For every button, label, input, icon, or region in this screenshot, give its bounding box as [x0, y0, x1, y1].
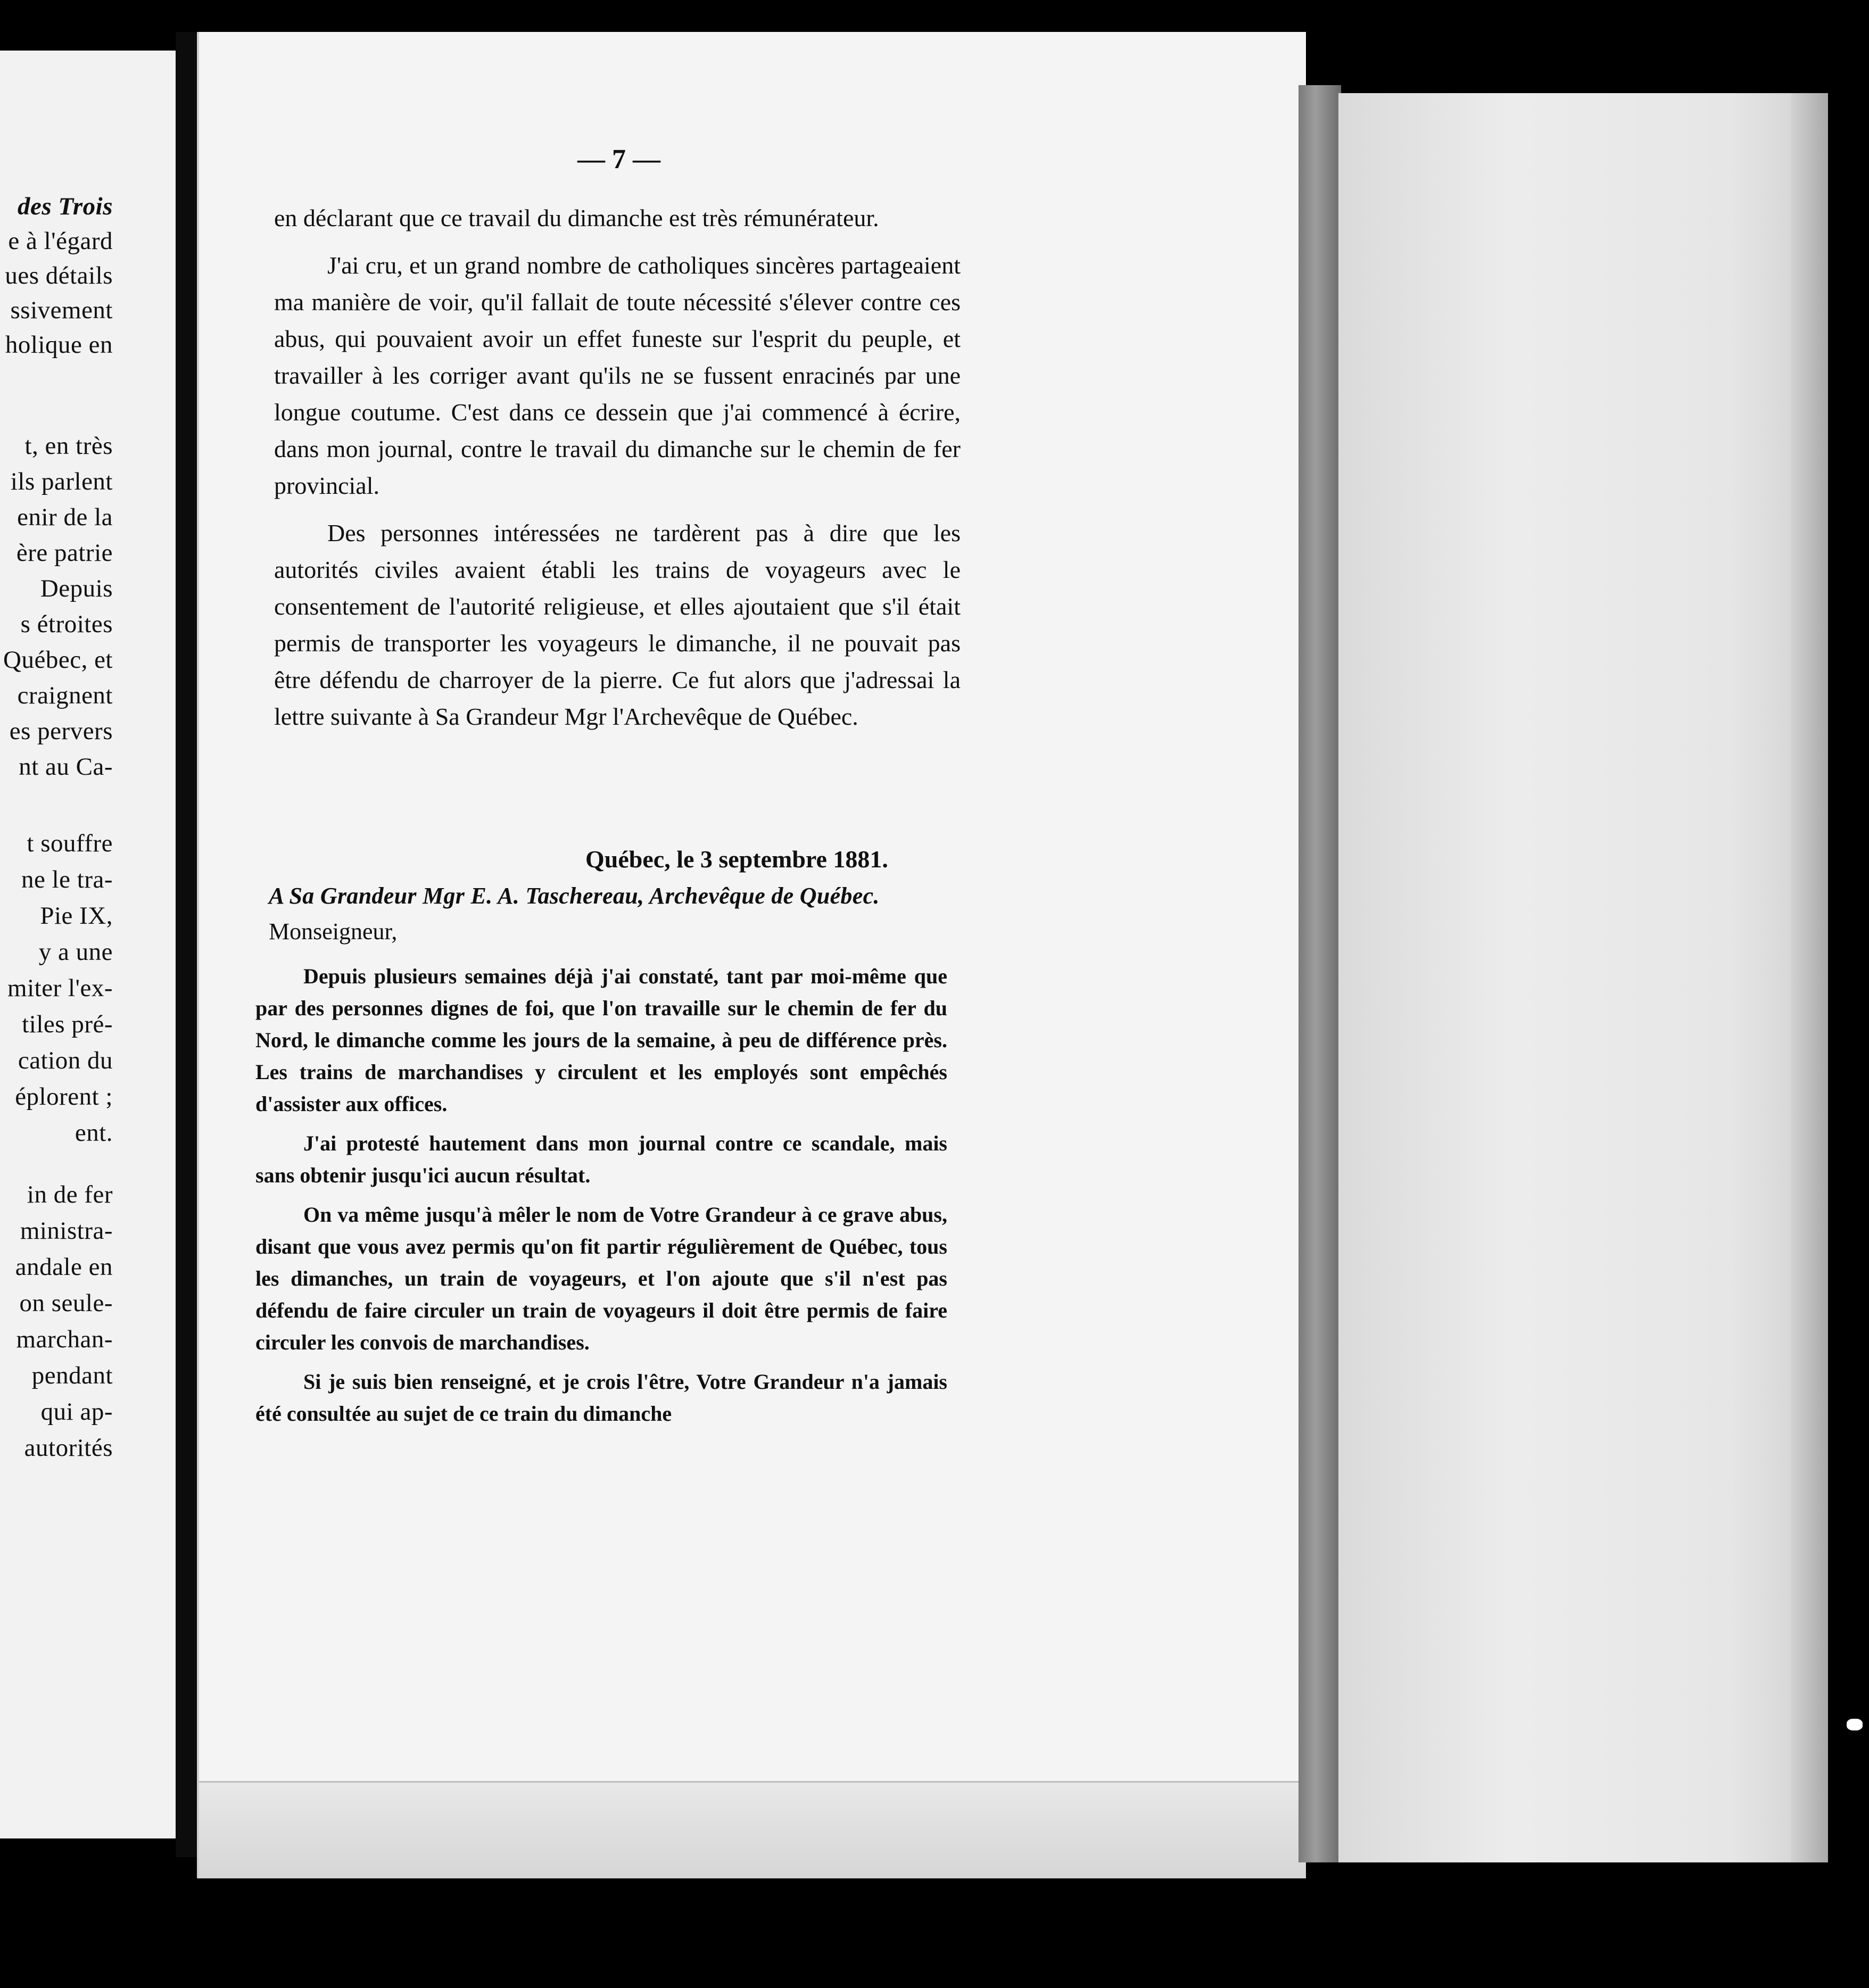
left-page-line: enir de la	[17, 503, 113, 531]
left-page-line: autorités	[24, 1434, 113, 1462]
left-page-line: andale en	[15, 1253, 113, 1281]
left-page-line: in de fer	[27, 1181, 113, 1208]
left-page-line: éplorent ;	[15, 1083, 113, 1111]
letter-dateline: Québec, le 3 septembre 1881.	[585, 846, 888, 873]
page-bottom-fold	[199, 1781, 1306, 1878]
left-page-line: ues détails	[5, 262, 113, 289]
letter-address: A Sa Grandeur Mgr E. A. Taschereau, Archevêque de Québec.	[269, 883, 880, 909]
left-page-line: craignent	[17, 682, 113, 709]
left-page-line: es pervers	[9, 717, 113, 745]
left-page-line: des Trois	[17, 193, 113, 220]
letter-paragraph: J'ai protesté hautement dans mon journal contre ce scandale, mais sans obtenir jusqu'ici aucun résultat.	[255, 1131, 947, 1187]
left-page-line: nt au Ca-	[19, 753, 113, 781]
left-page-line: on seule-	[19, 1289, 113, 1317]
left-page-line: tiles pré-	[22, 1010, 113, 1038]
left-page-line: holique en	[5, 331, 113, 359]
page-number: — 7 —	[577, 144, 660, 175]
left-page-line: s étroites	[20, 610, 113, 638]
left-page-line: ent.	[75, 1119, 113, 1147]
paragraph: Des personnes intéressées ne tardèrent pas à dire que les autorités civiles avaient établi les trains de voyageurs avec le consentement de l'autorité religieuse, et elles ajoutaient que s'il était permis de transporter les voyageurs le dimanche, il ne pouvait pas être défendu de charroyer de la pierre. Ce fut alors que j'adressai la lettre suivante à Sa Grandeur Mgr l'Archevêque de Québec.	[274, 519, 961, 730]
left-page-line: cation du	[18, 1047, 113, 1074]
left-page-line: Pie IX,	[40, 902, 113, 930]
left-page-line: Depuis	[40, 575, 113, 602]
letter-paragraph: Depuis plusieurs semaines déjà j'ai constaté, tant par moi-même que par des personnes dignes de foi, que l'on travaille sur le chemin de fer du Nord, le dimanche comme les jours de la semaine, à peu de différence près. Les trains de marchandises y circulent et les employés sont empêchés d'assister aux offices.	[255, 964, 947, 1116]
left-page-line: pendant	[31, 1362, 113, 1389]
paragraph: J'ai cru, et un grand nombre de catholiques sincères partageaient ma manière de voir, qu'il fallait de toute nécessité s'élever contre ces abus, qui pouvaient avoir un effet funeste sur l'esprit du peuple, et travailler à les corriger avant qu'ils ne se fussent enracinés par une longue coutume. C'est dans ce dessein que j'ai commencé à écrire, dans mon journal, contre le travail du dimanche sur le chemin de fer provincial.	[274, 252, 961, 499]
page-stack-edge	[1299, 85, 1341, 1862]
left-page-line: ssivement	[10, 296, 113, 324]
left-page-line: ne le tra-	[21, 866, 113, 893]
letter-paragraph: On va même jusqu'à mêler le nom de Votre Grandeur à ce grave abus, disant que vous avez permis qu'on fit partir régulièrement de Québec, tous les dimanches, un train de voyageurs, et l'on ajoute que s'il n'est pas défendu de faire circuler un train de voyageurs il doit être permis de faire circuler les convois de marchandises.	[255, 1203, 947, 1354]
left-page-line: e à l'égard	[8, 227, 113, 255]
left-facing-page	[0, 51, 179, 1838]
next-leaf	[1338, 93, 1828, 1862]
letter-body	[255, 960, 947, 1437]
scan-speck	[1847, 1719, 1863, 1730]
left-page-line: t souffre	[27, 830, 113, 857]
left-page-line: ministra-	[20, 1217, 113, 1245]
leaf-shadow	[1791, 93, 1828, 1862]
left-page-line: ère patrie	[16, 539, 113, 567]
letter-paragraph: Si je suis bien renseigné, et je crois l'être, Votre Grandeur n'a jamais été consultée au sujet de ce train du dimanche	[255, 1370, 947, 1426]
left-page-line: qui ap-	[40, 1398, 113, 1426]
left-page-line: y a une	[38, 938, 113, 966]
left-page-line: marchan-	[16, 1326, 113, 1353]
left-page-line: miter l'ex-	[7, 974, 113, 1002]
left-page-line: Québec, et	[3, 646, 113, 674]
letter-salutation: Monseigneur,	[269, 918, 398, 945]
left-page-line: t, en très	[24, 432, 113, 460]
left-page-line: ils parlent	[10, 468, 113, 495]
paragraph: en déclarant que ce travail du dimanche est très rémunérateur.	[274, 204, 879, 231]
body-text	[274, 200, 961, 746]
